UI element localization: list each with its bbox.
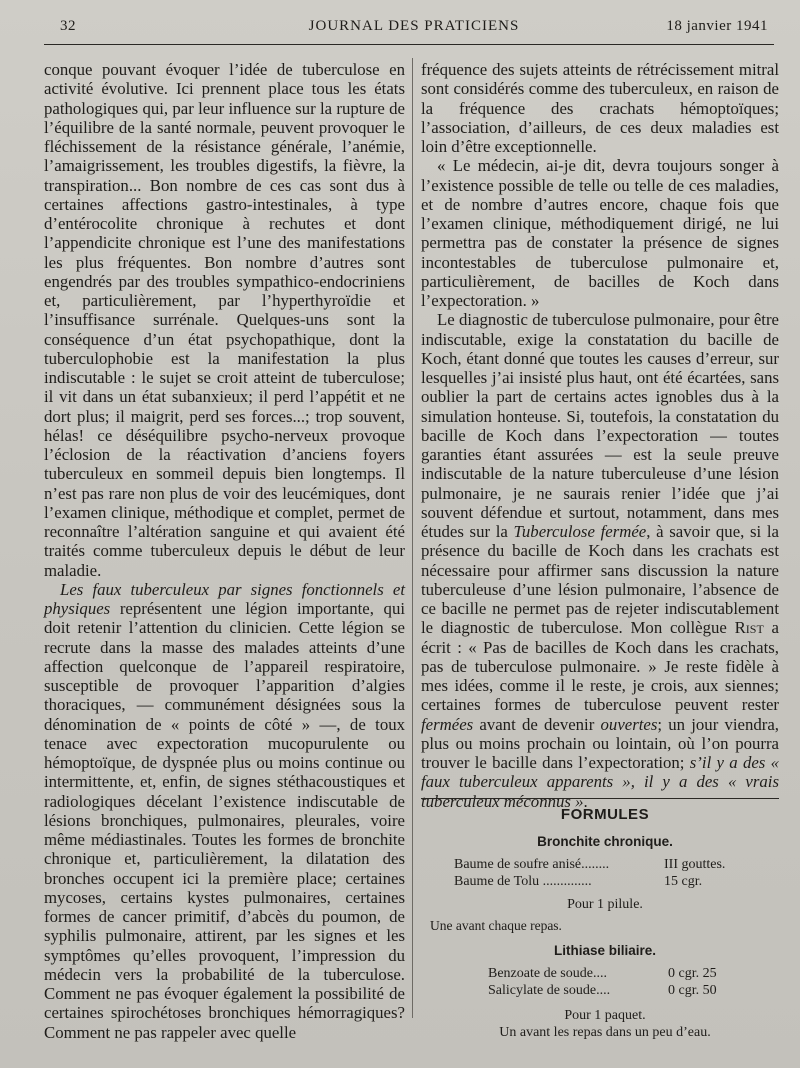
formula-form: Pour 1 pilule. (567, 897, 643, 912)
column-divider (412, 58, 413, 1018)
formules-title: FORMULES (560, 806, 650, 823)
dose: 15 cgr. (664, 874, 703, 889)
text-run: Le diagnostic de tuberculose pulmonaire, pour être indiscutable, exige la constatation du bacille de Koch, étant donné que toutes les causes d’erreur, sur lesquelles j’ai insisté plus haut, ont été écartées, sans oublier la part de certains actes ignobles dus à la simulation honteuse. Si, toutefois, la constatation du bacille de Koch dans l’expectoration — toutes garanties étant assurées — est la seule preuve indiscutable de la nature tuberculeuse d’une lésion pulmonaire, je ne saurais renier l’idée que j’ai souvent défendue et surtout, notamment, dans mes études sur la (421, 310, 779, 541)
formula-form: Pour 1 paquet. (564, 1008, 646, 1023)
formula-line (488, 965, 758, 982)
formula-instruction: Une avant chaque repas. (430, 918, 562, 933)
paragraph-text: représentent une légion importante, qui doit retenir l’attention du clinicien. Cette légion se recrute dans la masse des malades atteints d’une affection quelconque de l’appareil respiratoire, susceptible de provoquer l’apparition d’algies thoraciques, — communément désignées sous la dénomination de « points de côté » —, de toux tenace avec expectoration mucopurulente ou hémoptoïque, de dyspnée plus ou moins continue ou intermittente, et, enfin, de signes stéthacoustiques et radiologiques décelant l’existence indiscutable de lésions bronchiques, pulmonaires, pleurales, voire même médiastinales. Toutes les formes de bronchite chronique et, particulièrement, la dilatation des bronches occupent ici la première place; certaines mycoses, certains kystes pulmonaires, certaines formes de cancer primitif, d’abcès du poumon, de syphilis pulmonaire, attirent, par les signes et les symptômes qu’elles provoquent, l’impression du médecin vers la probabilité de la tuberculose. Comment ne pas évoquer également la possibilité de certaines spirochétoses bronchiques hémorragiques? Comment ne pas rappeler avec quelle (44, 599, 405, 1042)
dose: 0 cgr. 50 (668, 983, 717, 998)
right-column (421, 60, 779, 811)
formula-line (454, 856, 754, 873)
text-run: a écrit : « Pas de bacilles de Koch dans les crachats, pas de tuberculose pulmonaire. » Je reste fidèle à mes idées, comme il le reste, je crois, aux siennes; certaines formes de tuberculose peuvent rester (421, 618, 779, 715)
formula-line (488, 982, 758, 999)
page-header (60, 18, 768, 40)
ingredient: Benzoate de soude.... (488, 966, 607, 981)
author-name: Rist (734, 618, 764, 638)
paragraph: conque pouvant évoquer l’idée de tuberculose en activité évolutive. Ici prennent place tous les états pathologiques qui, par leur influence sur la rupture de l’équilibre de la santé normale, peuvent provoquer le fléchissement de la résistance générale, l’anémie, l’amaigrissement, les troubles digestifs, la fièvre, la transpiration... Bon nombre de ces cas sont dus à certaines affections gastro-intestinales, à type d’entérocolite chronique à rechutes et dont l’appendicite chronique est l’une des manifestations les plus fréquentes. Bon nombre d’autres sont engendrés par des troubles sympathico-endocriniens et, particulièrement, par l’hyperthyroïdie et l’insuffisance surrénale. Quelques-uns sont la conséquence d’un état psychopathique, dont la tuberculophobie est la manifestation la plus indiscutable : le sujet se croit atteint de tuberculose; il vit dans un état subanxieux; il perd l’appétit et ne dort plus; il maigrit, perd ses forces...; trop souvent, hélas! ce déséquilibre psycho-nerveux provoque l’éclosion de la réactivation d’anciens foyers tuberculeux en sommeil depuis bien longtemps. Il n’est pas rare non plus de voir des leucémiques, dont l’examen clinique, méthodique et complet, permet de reconnaître l’altération sanguine et qui avaient été traités comme tuberculeux depuis le début de leur maladie. (44, 60, 405, 580)
page-number: 32 (60, 18, 76, 34)
header-rule (44, 44, 774, 45)
text-run: avant de devenir (473, 714, 601, 734)
text-run: . (583, 791, 588, 811)
paragraph: « Le médecin, ai-je dit, devra toujours songer à l’existence possible de telle ou telle de ces maladies, et de nombre d’autres encore, chaque fois que l’examen clinique, méthodiquement dirigé, ne lui permettra pas de constater la présence de signes incontestables de tuberculose pulmonaire et, particulièrement, de bacilles de Koch dans l’expectoration. » (421, 156, 779, 310)
paragraph (421, 310, 779, 811)
formula-instruction: Un avant les repas dans un peu d’eau. (499, 1025, 711, 1040)
dose: 0 cgr. 25 (668, 966, 717, 981)
paragraph: fréquence des sujets atteints de rétrécissement mitral sont considérés comme des tuberculeux, en raison de la fréquence des crachats hémoptoïques; l’association, d’ailleurs, de ces deux maladies est loin d’être exceptionnelle. (421, 60, 779, 156)
left-column (44, 60, 405, 1042)
formules-rule (421, 798, 779, 799)
italic-run: s’il y a des « faux tuberculeux apparents », il y a des « vrais tuberculeux méconnus » (421, 753, 780, 811)
formula-heading: Lithiase biliaire. (553, 943, 657, 958)
ingredient: Baume de soufre anisé........ (454, 857, 610, 872)
italic-lead: Les faux tuberculeux par signes fonctionnels et physiques (44, 579, 405, 618)
ingredient: Salicylate de soude.... (488, 983, 611, 998)
paragraph (44, 580, 405, 1042)
text-run: , à savoir que, si la présence du bacille de Koch dans les crachats est nécessaire pour affirmer sans discussion la nature tuberculeuse d’une lésion pulmonaire, l’absence de ce bacille ne permet pas de rejeter indiscutablement le diagnostic de tuberculose. Mon collègue (421, 522, 779, 638)
text-run: ; un jour viendra, plus ou moins prochain ou lointain, où l’on pourra trouver le bacille dans l’expectoration; (421, 714, 780, 772)
dose: III gouttes. (664, 857, 726, 872)
ingredient: Baume de Tolu .............. (454, 874, 592, 889)
formula-line (454, 873, 754, 890)
issue-date: 18 janvier 1941 (666, 18, 768, 34)
italic-run: Tuberculose fermée (513, 522, 647, 541)
journal-title: JOURNAL DES PRATICIENS (308, 18, 520, 34)
italic-run: ouvertes (600, 714, 658, 734)
formula-heading: Bronchite chronique. (537, 834, 673, 849)
italic-run: fermées (421, 714, 474, 734)
formules-box (430, 806, 780, 1041)
